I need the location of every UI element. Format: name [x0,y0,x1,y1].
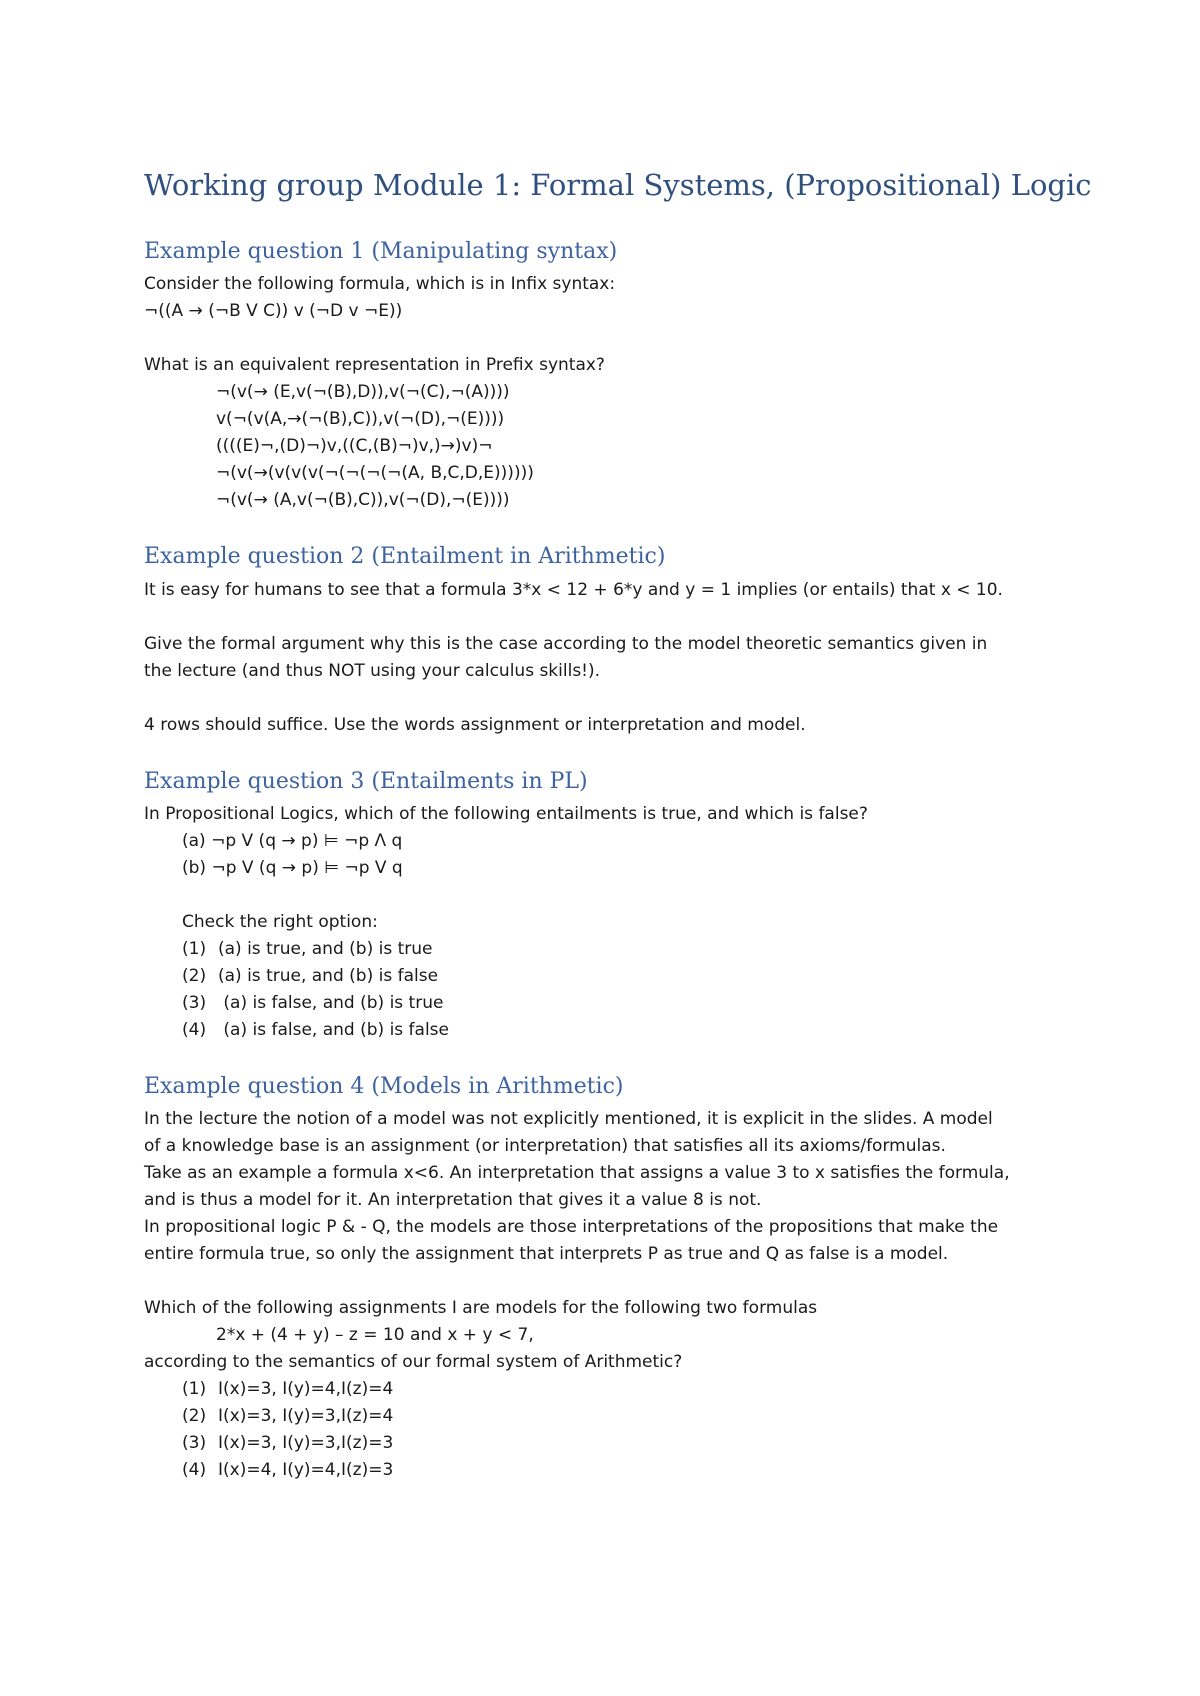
question-1-formula: ¬((A → (¬B V C)) v (¬D v ¬E)) [144,301,403,322]
question-1-intro: Consider the following formula, which is in Infix syntax: [144,274,616,295]
question-3-entailment-a: (a) ¬p V (q → p) ⊨ ¬p Λ q [182,830,403,851]
question-1-option: ¬(v(→ (A,v(¬(B),C)),v(¬(D),¬(E)))) [216,490,510,511]
option-number: (2) [182,1406,207,1427]
question-4-according: according to the semantics of our formal system of Arithmetic? [144,1352,683,1373]
option-text: (a) is false, and (b) is true [218,992,444,1013]
option-text: (a) is true, and (b) is true [218,938,433,959]
question-4-option[interactable] [144,1457,1084,1484]
question-3-check-label: Check the right option: [182,911,378,932]
option-text: (a) is true, and (b) is false [218,965,439,986]
question-3 [144,769,1084,1044]
option-text: I(x)=4, I(y)=4,I(z)=3 [218,1460,394,1481]
question-3-option[interactable] [144,963,1084,990]
option-number: (3) [182,992,207,1013]
question-3-heading: Example question 3 (Entailments in PL) [144,768,588,794]
question-1-option: ¬(v(→ (E,v(¬(B),D)),v(¬(C),¬(A)))) [216,382,510,403]
option-number: (1) [182,1379,207,1400]
question-4-text: In the lecture the notion of a model was not explicitly mentioned, it is explicit in the slides. A model [144,1109,993,1130]
option-text: I(x)=3, I(y)=4,I(z)=4 [218,1379,394,1400]
question-3-intro: In Propositional Logics, which of the following entailments is true, and which is false? [144,803,868,824]
question-1-option: v(¬(v(A,→(¬(B),C)),v(¬(D),¬(E)))) [216,409,505,430]
question-4-formulas: 2*x + (4 + y) – z = 10 and x + y < 7, [216,1325,534,1346]
question-2-text: 4 rows should suffice. Use the words assignment or interpretation and model. [144,714,806,735]
question-1-question: What is an equivalent representation in Prefix syntax? [144,355,605,376]
question-1-option: ¬(v(→(v(v(v(¬(¬(¬(¬(A, B,C,D,E)))))) [216,463,534,484]
option-number: (3) [182,1433,207,1454]
question-4-option[interactable] [144,1403,1084,1430]
question-2-heading: Example question 2 (Entailment in Arithmetic) [144,544,666,570]
question-2-text: the lecture (and thus NOT using your calculus skills!). [144,660,601,681]
option-number: (1) [182,938,207,959]
question-3-option[interactable] [144,936,1084,963]
option-text: I(x)=3, I(y)=3,I(z)=4 [218,1406,394,1427]
option-number: (4) [182,1019,207,1040]
question-4-text: of a knowledge base is an assignment (or interpretation) that satisfies all its axioms/formulas. [144,1136,946,1157]
question-3-option[interactable] [144,990,1084,1017]
question-4 [144,1074,1084,1484]
question-3-option[interactable] [144,1017,1084,1044]
question-1-heading: Example question 1 (Manipulating syntax) [144,238,618,264]
question-2-text: Give the formal argument why this is the case according to the model theoretic semantics given in [144,633,988,654]
document-title: Working group Module 1: Formal Systems, (Propositional) Logic [144,168,1092,202]
question-3-entailment-b: (b) ¬p V (q → p) ⊨ ¬p V q [182,857,403,878]
question-4-option[interactable] [144,1376,1084,1403]
option-text: (a) is false, and (b) is false [218,1019,449,1040]
option-number: (4) [182,1460,207,1481]
question-4-text: In propositional logic P & - Q, the models are those interpretations of the propositions that make the [144,1217,999,1238]
question-1-option: ((((E)¬,(D)¬)v,((C,(B)¬)v,)→)v)¬ [216,436,493,457]
option-number: (2) [182,965,207,986]
question-4-question: Which of the following assignments I are models for the following two formulas [144,1298,818,1319]
question-1 [144,239,1084,514]
document-content [144,168,1092,1484]
question-4-option[interactable] [144,1430,1084,1457]
question-4-heading: Example question 4 (Models in Arithmetic) [144,1073,624,1099]
question-2 [144,544,1084,738]
question-2-text: It is easy for humans to see that a formula 3*x < 12 + 6*y and y = 1 implies (or entails) that x < 10. [144,579,1003,600]
question-4-text: Take as an example a formula x<6. An interpretation that assigns a value 3 to x satisfies the formula, [144,1163,1010,1184]
question-4-text: and is thus a model for it. An interpretation that gives it a value 8 is not. [144,1190,762,1211]
option-text: I(x)=3, I(y)=3,I(z)=3 [218,1433,394,1454]
question-4-text: entire formula true, so only the assignment that interprets P as true and Q as false is a model. [144,1244,949,1265]
